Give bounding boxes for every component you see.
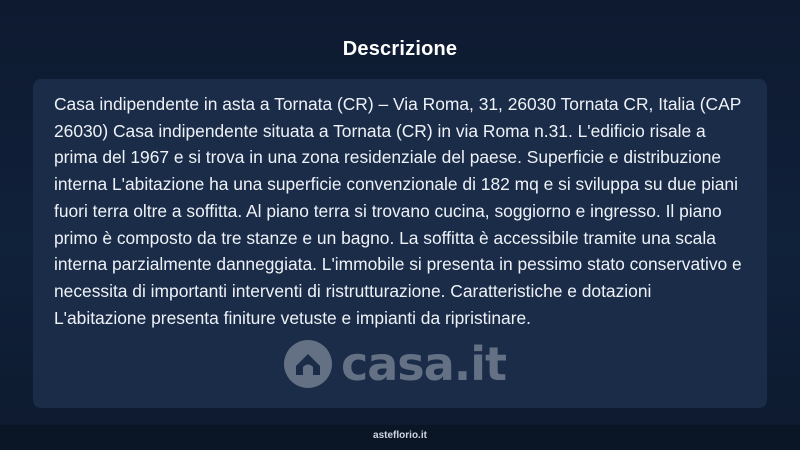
description-text: Casa indipendente in asta a Tornata (CR) – Via Roma, 31, 26030 Tornata CR, Italia (CAP 26030) Casa indipendente situata a Tornata (CR) in via Roma n.31. L'edificio risale a prima del 1967 e si trova in una zona residenziale del paese. Superficie e distribuzione interna L'abitazione ha una superficie convenzionale di 182 mq e si sviluppa su due piani fuori terra oltre a soffitta. Al piano terra si trovano cucina, soggiorno e ingresso. Il piano primo è composto da tre stanze e un bagno. La soffitta è accessibile tramite una scala interna parzialmente danneggiata. L'immobile si presenta in pessimo stato conservativo e necessita di importanti interventi di ristrutturazione. Caratteristiche e dotazioni L'abitazione presenta finiture vetuste e impianti da ripristinare. (54, 94, 742, 328)
page-title: Descrizione (342, 38, 458, 60)
casa-house-logo-icon (283, 339, 333, 389)
casa-it-watermark (283, 332, 506, 396)
footer-link[interactable]: asteflorio.it (373, 430, 427, 441)
watermark-text: casa.it (341, 337, 506, 391)
